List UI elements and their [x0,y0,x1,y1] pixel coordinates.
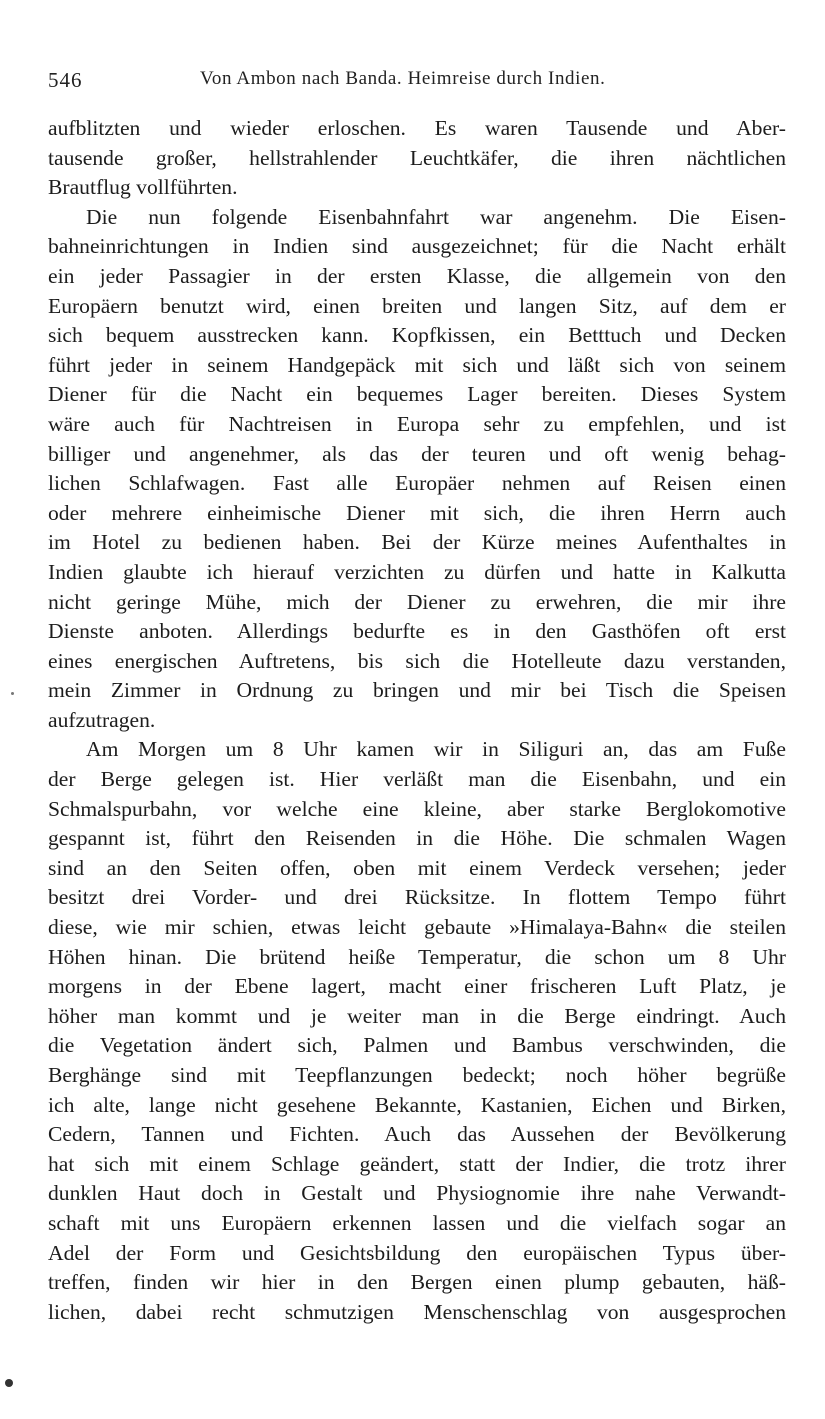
text-line: oder mehrere einheimische Diener mit sich, die ihren Herrn auch [48,500,786,525]
text-line: Berghänge sind mit Teepflanzungen bedeckt; noch höher begrüße [48,1063,786,1087]
paragraph [48,203,786,736]
text-line: Brautflug vollführten. [48,175,238,200]
text-line: Cedern, Tannen und Fichten. Auch das Aussehen der Bevölkerung [48,1122,786,1147]
text-line: billiger und angenehmer, als das der teuren und oft wenig behag- [48,441,786,466]
text-line: Die nun folgende Eisenbahnfahrt war angenehm. Die Eisen- [86,204,786,229]
text-line: aufzutragen. [48,707,156,732]
text-line: sind an den Seiten offen, oben mit einem Verdeck versehen; jeder [48,855,786,880]
text-line: aufblitzten und wieder erloschen. Es waren Tausende und Aber- [48,116,786,140]
paragraph [48,735,786,1327]
text-line: tausende großer, hellstrahlender Leuchtkäfer, die ihren nächtlichen [48,145,786,170]
text-line: Diener für die Nacht ein bequemes Lager bereiten. Dieses System [48,382,786,407]
text-line: ein jeder Passagier in der ersten Klasse, die allgemein von den [48,263,786,288]
text-line: Europäern benutzt wird, einen breiten und langen Sitz, auf dem er [48,293,786,318]
text-line: die Vegetation ändert sich, Palmen und Bambus verschwinden, die [48,1033,786,1058]
page-header [48,64,788,94]
running-title: Von Ambon nach Banda. Heimreise durch Indien. [200,68,606,89]
text-line: der Berge gelegen ist. Hier verläßt man die Eisenbahn, und ein [48,767,786,792]
text-line: Indien glaubte ich hierauf verzichten zu dürfen und hatte in Kalkutta [48,559,786,584]
text-line: Dienste anboten. Allerdings bedurfte es in den Gasthöfen oft erst [48,619,786,644]
text-line: besitzt drei Vorder- und drei Rücksitze. In flottem Tempo führt [48,885,786,910]
text-line: im Hotel zu bedienen haben. Bei der Kürze meines Aufenthaltes in [48,530,786,555]
text-line: führt jeder in seinem Handgepäck mit sich und läßt sich von seinem [48,352,786,377]
text-line: morgens in der Ebene lagert, macht einer frischeren Luft Platz, je [48,974,786,999]
page-number: 546 [48,68,83,92]
text-line: Höhen hinan. Die brütend heiße Temperatur, die schon um 8 Uhr [48,944,786,969]
text-line: eines energischen Auftretens, bis sich die Hotelleute dazu verstanden, [48,648,786,673]
text-line: treffen, finden wir hier in den Bergen einen plump gebauten, häß- [48,1270,786,1295]
text-line: diese, wie mir schien, etwas leicht gebaute »Himalaya-Bahn« die steilen [48,915,786,940]
text-line: Adel der Form und Gesichtsbildung den europäischen Typus über- [48,1240,786,1265]
ink-blot [5,1379,13,1387]
text-line: hat sich mit einem Schlage geändert, statt der Indier, die trotz ihrer [48,1151,786,1176]
text-line: mein Zimmer in Ordnung zu bringen und mir bei Tisch die Speisen [48,678,786,703]
text-line: sich bequem ausstrecken kann. Kopfkissen, ein Betttuch und Decken [48,323,786,348]
text-line: höher man kommt und je weiter man in die Berge eindringt. Auch [48,1003,786,1028]
text-line: lichen Schlafwagen. Fast alle Europäer nehmen auf Reisen einen [48,471,786,496]
text-line: schaft mit uns Europäern erkennen lassen und die vielfach sogar an [48,1210,786,1235]
text-line: wäre auch für Nachtreisen in Europa sehr zu empfehlen, und ist [48,411,786,436]
paragraph [48,114,786,203]
text-line: nicht geringe Mühe, mich der Diener zu erwehren, die mir ihre [48,589,786,614]
text-line: gespannt ist, führt den Reisenden in die Höhe. Die schmalen Wagen [48,826,786,851]
text-line: lichen, dabei recht schmutzigen Menschenschlag von ausgesprochen [48,1299,786,1324]
text-line: bahneinrichtungen in Indien sind ausgezeichnet; für die Nacht erhält [48,234,786,259]
text-line: Am Morgen um 8 Uhr kamen wir in Siliguri an, das am Fuße [86,737,786,762]
text-line: ich alte, lange nicht gesehene Bekannte, Kastanien, Eichen und Birken, [48,1092,786,1117]
body-text [48,114,786,1327]
text-line: Schmalspurbahn, vor welche eine kleine, aber starke Berglokomotive [48,796,786,821]
print-speck [11,692,14,695]
text-line: dunklen Haut doch in Gestalt und Physiognomie ihre nahe Verwandt- [48,1181,786,1206]
